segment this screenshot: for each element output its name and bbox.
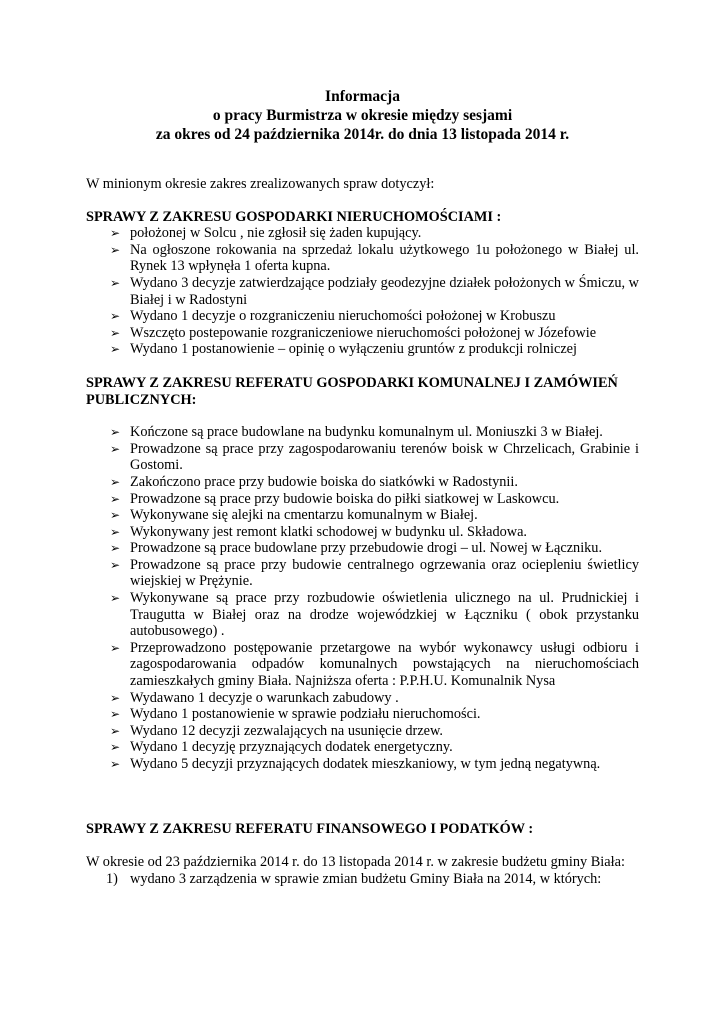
arrow-bullet-icon: ➢ xyxy=(110,723,121,738)
arrow-bullet-icon: ➢ xyxy=(110,757,121,771)
list-item: ➢ Zakończono prace przy budowie boiska do siatkówki w Radostynii. xyxy=(110,473,518,490)
list-item: ➢ Wydano 1 postanowienie w sprawie podziału nieruchomości. xyxy=(110,706,481,723)
intro-paragraph: W minionym okresie zakres zrealizowanych spraw dotyczył: xyxy=(86,176,435,192)
finance-numbered-list xyxy=(86,871,639,888)
list-item: ➢ Prowadzone są prace przy budowie centralnego ogrzewania oraz ociepleniu świetlicy wiejskiej w Prężynie. xyxy=(110,556,639,590)
arrow-bullet-icon: ➢ xyxy=(110,275,121,290)
arrow-bullet-icon: ➢ xyxy=(110,557,121,572)
arrow-bullet-icon: ➢ xyxy=(110,441,121,456)
document-title xyxy=(86,87,639,144)
real-estate-list xyxy=(86,225,639,358)
section-heading-finance: SPRAWY Z ZAKRESU REFERATU FINANSOWEGO I PODATKÓW : xyxy=(86,820,534,837)
arrow-bullet-icon: ➢ xyxy=(110,591,121,606)
list-item: ➢ Wydano 1 postanowienie – opinię o wyłączeniu gruntów z produkcji rolniczej xyxy=(110,341,577,358)
list-item: ➢ Wydano 1 decyzję przyznających dodatek energetyczny. xyxy=(110,739,453,756)
list-item: ➢ Wydano 1 decyzje o rozgraniczeniu nieruchomości położonej w Krobuszu xyxy=(110,308,556,325)
section-heading-real-estate: SPRAWY Z ZAKRESU GOSPODARKI NIERUCHOMOŚCIAMI : xyxy=(86,208,502,225)
arrow-bullet-icon: ➢ xyxy=(110,508,121,523)
list-item: ➢ Prowadzone są prace przy budowie boiska do piłki siatkowej w Laskowcu. xyxy=(110,490,560,507)
list-item: ➢ Prowadzone są prace budowlane przy przebudowie drogi – ul. Nowej w Łączniku. xyxy=(110,540,603,557)
arrow-bullet-icon: ➢ xyxy=(110,491,121,506)
arrow-bullet-icon: ➢ xyxy=(110,226,121,241)
list-item: ➢ Wszczęto postepowanie rozgraniczeniowe nieruchomości położonej w Józefowie xyxy=(110,324,597,341)
list-item: ➢ Na ogłoszone rokowania na sprzedaż lokalu użytkowego 1u położonego w Białej ul. Rynek 13 wpłynęła 1 oferta kupna. xyxy=(110,241,639,275)
finance-paragraph: W okresie od 23 października 2014 r. do 13 listopada 2014 r. w zakresie budżetu gminy Biała: xyxy=(86,854,625,871)
list-item: ➢ Wydano 12 decyzji zezwalających na usunięcie drzew. xyxy=(110,722,443,739)
title-line-1: Informacja xyxy=(325,88,400,105)
list-item: ➢ Wydano 3 decyzje zatwierdzające podziały geodezyjne działek położonych w Śmiczu, w Białej i w Radostyni xyxy=(110,274,639,308)
list-item: ➢ Wykonywane się alejki na cmentarzu komunalnym w Białej. xyxy=(110,507,478,524)
arrow-bullet-icon: ➢ xyxy=(110,707,121,722)
arrow-bullet-icon: ➢ xyxy=(110,242,121,257)
list-item: ➢ Przeprowadzono postępowanie przetargowe na wybór wykonawcy usługi odbioru i zagospodarowania odpadów komunalnych powstających na nieruchomościach zamieszkałych gminy Biała. Najniższa oferta : P.P.H.U. Komunalnik Nysa xyxy=(110,639,639,690)
list-item: ➢ Wydawano 1 decyzje o warunkach zabudowy . xyxy=(110,689,399,706)
arrow-bullet-icon: ➢ xyxy=(110,474,121,489)
list-item: ➢ Prowadzone są prace przy zagospodarowaniu terenów boisk w Chrzelicach, Grabinie i Gostomi. xyxy=(110,440,639,474)
list-item: ➢ Wydano 5 decyzji przyznających dodatek mieszkaniowy, w tym jedną negatywną. xyxy=(110,756,601,772)
list-item: ➢ Kończone są prace budowlane na budynku komunalnym ul. Moniuszki 3 w Białej. xyxy=(110,424,603,441)
arrow-bullet-icon: ➢ xyxy=(110,541,121,556)
arrow-bullet-icon: ➢ xyxy=(110,740,121,755)
title-line-3: za okres od 24 października 2014r. do dnia 13 listopada 2014 r. xyxy=(155,126,570,143)
list-item: ➢ położonej w Solcu , nie zgłosił się żaden kupujący. xyxy=(110,225,422,242)
arrow-bullet-icon: ➢ xyxy=(110,524,121,539)
arrow-bullet-icon: ➢ xyxy=(110,690,121,705)
document-page xyxy=(86,87,639,887)
section-heading-communal: SPRAWY Z ZAKRESU REFERATU GOSPODARKI KOMUNALNEJ I ZAMÓWIEŃ PUBLICZNYCH: xyxy=(86,374,618,408)
arrow-bullet-icon: ➢ xyxy=(110,342,121,357)
list-item: 1) wydano 3 zarządzenia w sprawie zmian budżetu Gminy Biała na 2014, w których: xyxy=(106,870,602,887)
list-item: ➢ Wykonywany jest remont klatki schodowej w budynku ul. Składowa. xyxy=(110,523,528,540)
arrow-bullet-icon: ➢ xyxy=(110,309,121,324)
list-marker: 1) xyxy=(106,870,118,887)
arrow-bullet-icon: ➢ xyxy=(110,325,121,340)
list-item: ➢ Wykonywane są prace przy rozbudowie oświetlenia ulicznego na ul. Prudnickiej i Traugutta w Białej oraz na drodze wojewódzkiej w Łączniku ( obok przystanku autobusowego) . xyxy=(110,590,639,640)
arrow-bullet-icon: ➢ xyxy=(110,425,121,440)
arrow-bullet-icon: ➢ xyxy=(110,640,121,655)
communal-list xyxy=(86,424,639,772)
title-line-2: o pracy Burmistrza w okresie między sesjami xyxy=(212,107,513,124)
